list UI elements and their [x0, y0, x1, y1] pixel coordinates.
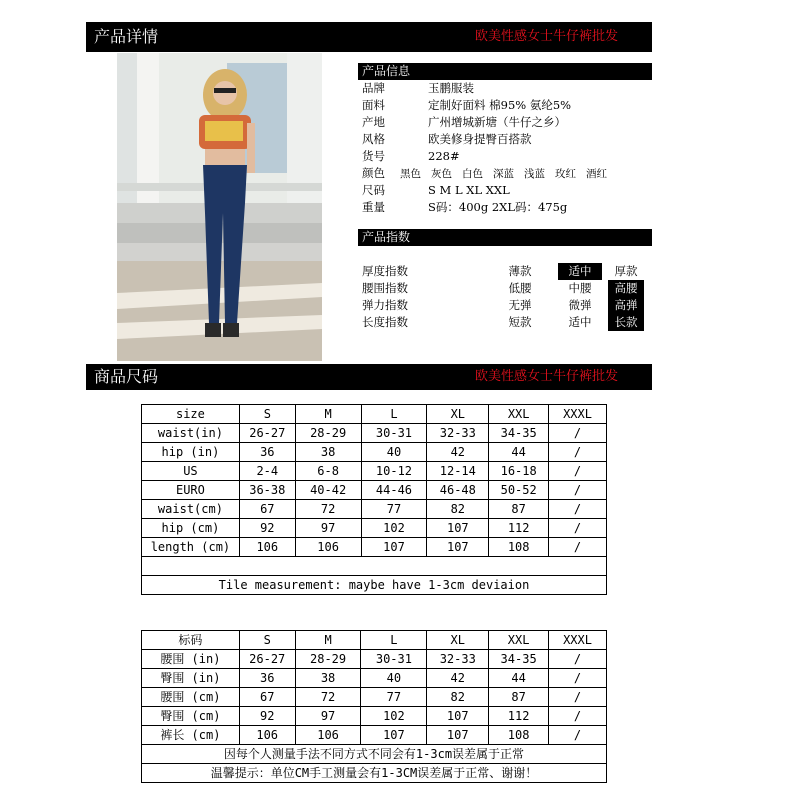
color-list [400, 165, 607, 183]
table-header-cell: size [142, 405, 240, 424]
index-option-selected: 高弹 [608, 297, 644, 314]
table-row [142, 669, 607, 688]
size-table-en [141, 404, 607, 595]
index-heading: 产品指数 [358, 229, 652, 246]
table-cell: 34-35 [489, 424, 549, 443]
table-cell: / [549, 424, 607, 443]
table-cell: 97 [295, 707, 361, 726]
index-option: 无弹 [508, 298, 532, 312]
table-cell: 67 [239, 688, 295, 707]
table-header-row [142, 405, 607, 424]
table-cell: hip (cm) [142, 519, 240, 538]
table-header-cell: S [239, 631, 295, 650]
table-cell: 38 [295, 443, 361, 462]
size-section-title: 商品尺码 [94, 367, 159, 386]
info-value: 广州增城新塘（牛仔之乡） [428, 115, 566, 129]
table-row [142, 538, 607, 557]
index-row-waist [362, 280, 652, 297]
table-cell: 50-52 [489, 481, 549, 500]
index-option: 适中 [568, 315, 592, 329]
index-option-selected: 长款 [608, 314, 644, 331]
info-value: 欧美修身提臀百搭款 [428, 132, 532, 146]
color-option: 白色 [462, 168, 483, 180]
table-cell: EURO [142, 481, 240, 500]
color-option: 玫红 [555, 168, 576, 180]
table-header-cell: XL [427, 405, 489, 424]
info-key: 重量 [362, 200, 385, 214]
table-row [142, 462, 607, 481]
table-cell: 44-46 [361, 481, 427, 500]
table-header-cell: XL [427, 631, 489, 650]
table-cell: 40 [361, 443, 427, 462]
table-header-cell: XXXL [549, 631, 607, 650]
table-note-row [142, 745, 607, 764]
index-option: 中腰 [568, 281, 592, 295]
info-key: 风格 [362, 132, 385, 146]
table-cell: waist(cm) [142, 500, 240, 519]
color-option: 浅蓝 [524, 168, 545, 180]
table-cell: 112 [489, 707, 549, 726]
table-cell: 44 [489, 669, 549, 688]
index-option-selected: 高腰 [608, 280, 644, 297]
table-cell: / [549, 688, 607, 707]
table-cell: 36-38 [239, 481, 295, 500]
table-cell: 10-12 [361, 462, 427, 481]
table-cell: 34-35 [489, 650, 549, 669]
table-cell: 30-31 [361, 424, 427, 443]
info-value: 228# [428, 149, 460, 163]
table-cell: 107 [427, 707, 489, 726]
table-cell: 106 [239, 726, 295, 745]
table-row [142, 707, 607, 726]
table-header-cell: M [295, 405, 361, 424]
index-option: 薄款 [508, 264, 532, 278]
table-cell: / [549, 462, 607, 481]
table-cell: 92 [239, 707, 295, 726]
table-header-cell: S [239, 405, 295, 424]
table-row [142, 688, 607, 707]
table-cell: 臀围 (in) [142, 669, 240, 688]
table-cell: 46-48 [427, 481, 489, 500]
table-cell: 107 [361, 538, 427, 557]
table-cell: / [549, 443, 607, 462]
table-header-cell: 标码 [142, 631, 240, 650]
table-cell: 106 [295, 538, 361, 557]
table-cell: 44 [489, 443, 549, 462]
table-cell: 36 [239, 443, 295, 462]
measurement-note: Tile measurement: maybe have 1-3cm deviaion [142, 576, 607, 595]
table-cell: 32-33 [427, 424, 489, 443]
table-cell: 臀围 (cm) [142, 707, 240, 726]
table-cell: 77 [361, 688, 427, 707]
table-row [142, 443, 607, 462]
table-header-cell: L [361, 631, 427, 650]
product-photo [117, 53, 322, 361]
table-cell: 77 [361, 500, 427, 519]
table-cell: length (cm) [142, 538, 240, 557]
table-header-cell: M [295, 631, 361, 650]
size-table-cn [141, 630, 607, 783]
table-cell: / [549, 669, 607, 688]
warm-tip-note: 温馨提示：单位CM手工测量会有1-3CM误差属于正常、谢谢！ [142, 764, 607, 783]
table-cell: 40-42 [295, 481, 361, 500]
table-cell: 72 [295, 500, 361, 519]
info-value: S码：400g 2XL码：475g [428, 200, 568, 214]
size-section-header [86, 364, 652, 390]
measurement-note-cn: 因每个人测量手法不同方式不同会有1-3cm误差属于正常 [142, 745, 607, 764]
table-cell: 72 [295, 688, 361, 707]
table-cell: 裤长 (cm) [142, 726, 240, 745]
color-option: 酒红 [586, 168, 607, 180]
table-cell: 腰围 (cm) [142, 688, 240, 707]
table-cell: 107 [427, 726, 489, 745]
table-cell: 32-33 [427, 650, 489, 669]
table-header-row [142, 631, 607, 650]
table-row [142, 726, 607, 745]
table-cell: 97 [295, 519, 361, 538]
table-cell: 87 [489, 688, 549, 707]
index-row-elasticity [362, 297, 652, 314]
index-label: 厚度指数 [362, 264, 408, 278]
table-cell: 腰围 (in) [142, 650, 240, 669]
table-blank-cell [142, 557, 607, 576]
table-cell: 107 [427, 519, 489, 538]
table-cell: 12-14 [427, 462, 489, 481]
table-cell: 102 [361, 707, 427, 726]
index-label: 腰围指数 [362, 281, 408, 295]
index-option: 短款 [508, 315, 532, 329]
index-option: 厚款 [614, 264, 638, 278]
index-row-thickness [362, 263, 652, 280]
color-option: 灰色 [431, 168, 452, 180]
table-cell: 106 [295, 726, 361, 745]
table-row [142, 500, 607, 519]
table-cell: 6-8 [295, 462, 361, 481]
table-cell: / [549, 707, 607, 726]
header-title: 产品详情 [94, 27, 159, 46]
product-detail-header [86, 22, 652, 52]
header-slogan: 欧美性感女士牛仔裤批发 [474, 29, 618, 44]
info-key: 产地 [362, 115, 385, 129]
info-key: 颜色 [362, 166, 385, 180]
table-cell: 36 [239, 669, 295, 688]
size-section-slogan: 欧美性感女士牛仔裤批发 [474, 369, 618, 384]
table-cell: 28-29 [295, 650, 361, 669]
table-cell: / [549, 481, 607, 500]
index-option: 低腰 [508, 281, 532, 295]
table-cell: 42 [427, 443, 489, 462]
table-row [142, 519, 607, 538]
index-option: 微弹 [568, 298, 592, 312]
table-cell: 30-31 [361, 650, 427, 669]
table-cell: 107 [427, 538, 489, 557]
table-cell: US [142, 462, 240, 481]
table-cell: 82 [427, 500, 489, 519]
table-cell: 16-18 [489, 462, 549, 481]
table-cell: 82 [427, 688, 489, 707]
info-key: 品牌 [362, 81, 385, 95]
table-header-cell: XXL [489, 405, 549, 424]
table-header-cell: XXXL [549, 405, 607, 424]
table-cell: 102 [361, 519, 427, 538]
info-heading: 产品信息 [358, 63, 652, 80]
table-cell: / [549, 650, 607, 669]
table-cell: 28-29 [295, 424, 361, 443]
table-cell: 40 [361, 669, 427, 688]
info-value: 定制好面料 棉95% 氨纶5% [428, 98, 572, 112]
table-cell: / [549, 500, 607, 519]
model-photo-illustration [117, 53, 322, 361]
info-value: 玉鹏服装 [428, 81, 474, 95]
index-option-selected: 适中 [558, 263, 602, 280]
table-blank-row [142, 557, 607, 576]
color-option: 黑色 [400, 168, 421, 180]
table-cell: 87 [489, 500, 549, 519]
table-cell: 2-4 [239, 462, 295, 481]
table-cell: 38 [295, 669, 361, 688]
info-key: 尺码 [362, 183, 385, 197]
table-cell: 42 [427, 669, 489, 688]
table-row [142, 650, 607, 669]
table-cell: waist(in) [142, 424, 240, 443]
table-cell: 108 [489, 726, 549, 745]
table-cell: 26-27 [239, 650, 295, 669]
table-cell: 67 [239, 500, 295, 519]
info-key: 面料 [362, 98, 385, 112]
table-note-row [142, 764, 607, 783]
table-header-cell: XXL [489, 631, 549, 650]
index-row-length [362, 314, 652, 331]
table-cell: 107 [361, 726, 427, 745]
table-cell: 92 [239, 519, 295, 538]
table-row [142, 424, 607, 443]
table-cell: 106 [239, 538, 295, 557]
table-note-row [142, 576, 607, 595]
table-row [142, 481, 607, 500]
table-cell: 112 [489, 519, 549, 538]
table-cell: / [549, 538, 607, 557]
table-cell: / [549, 726, 607, 745]
table-cell: 108 [489, 538, 549, 557]
table-header-cell: L [361, 405, 427, 424]
table-cell: / [549, 519, 607, 538]
table-cell: hip (in) [142, 443, 240, 462]
index-label: 弹力指数 [362, 298, 408, 312]
info-key: 货号 [362, 149, 385, 163]
table-cell: 26-27 [239, 424, 295, 443]
info-value: S M L XL XXL [428, 183, 510, 197]
index-label: 长度指数 [362, 315, 408, 329]
color-option: 深蓝 [493, 168, 514, 180]
